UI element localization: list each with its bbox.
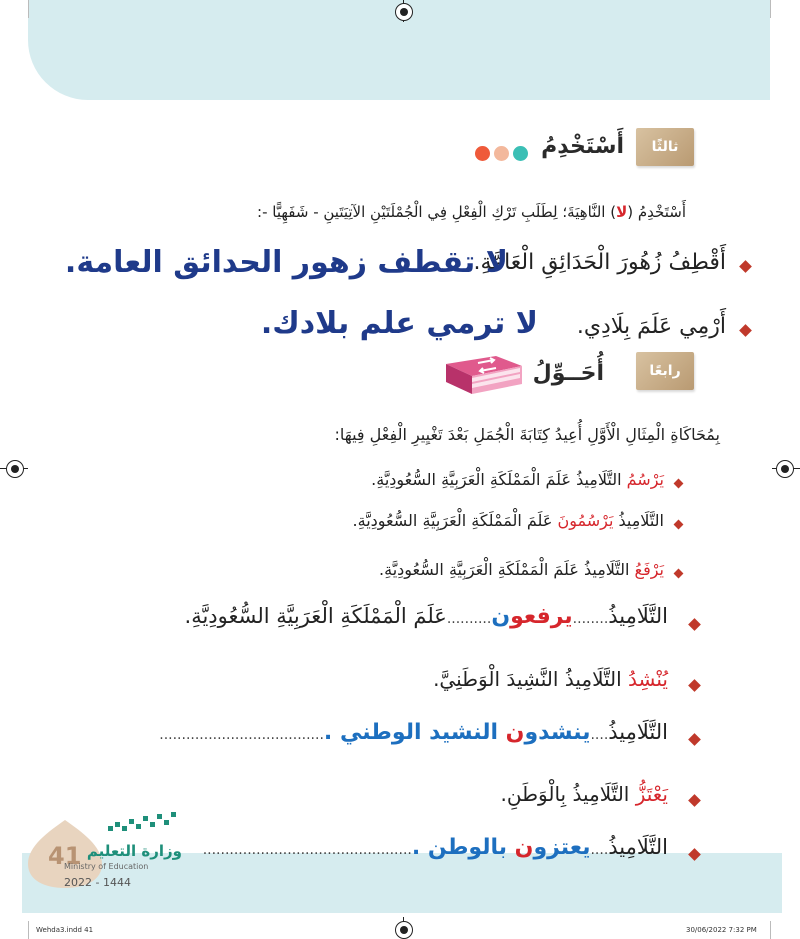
example-2-verb: يَرْسُمُونَ [557,511,614,530]
diamond-bullet-icon [674,520,684,530]
registration-mark-icon [6,460,24,478]
answer-2-line [159,720,668,745]
answer-1-line [185,604,668,629]
registration-mark-icon [395,921,413,939]
instruction-use-la [257,203,686,221]
example-2-pre: التَّلَامِيذُ [613,511,664,530]
diamond-bullet-icon [688,794,701,807]
book-icon [436,350,526,398]
question-1-answer: لا تقطف زهور الحدائق العامة. [64,245,508,280]
answer-2-dots-b: ..................................... [159,727,324,743]
answer-3-dots-a: .... [590,842,609,858]
la-word: لا [616,203,628,221]
trim-mark [770,0,771,18]
diamond-bullet-icon [739,260,752,273]
example-3 [379,560,664,579]
diamond-bullet-icon [688,679,701,692]
example-5-rest: التَّلَامِيذُ بِالْوَطَنِ. [500,782,636,806]
instruction-transform: بِمُحَاكَاةِ الْمِثَالِ الْأَوَّلِ أُعِيدُ كِتَابَةَ الْجُمَلِ بَعْدَ تَغْيِيرِ الْفِعْلِ فِيهَا: [334,425,720,444]
dot-orange [475,146,490,161]
answer-3-dots-b: ............................................... [202,842,412,858]
diamond-bullet-icon [674,569,684,579]
section-badge-fourth: رابعًا [636,352,694,390]
question-1-sentence: أَقْطِفُ زُهُورَ الْحَدَائِقِ الْعَامَّةِ. [473,250,726,275]
diamond-bullet-icon [674,479,684,489]
dot-teal [513,146,528,161]
answer-1-dots-a: ........ [572,611,609,627]
ministry-logo-icon [108,812,180,836]
answer-1-rest: عَلَمَ الْمَمْلَكَةِ الْعَرَبِيَّةِ السُّعُودِيَّةِ. [184,604,447,628]
answer-1-verb-red: يرفعو [510,604,573,629]
answer-3-verb-blue: يعتزو [533,835,591,860]
answer-3-rest-blue: بالوطن . [411,835,515,860]
example-4-rest: التَّلَامِيذُ النَّشِيدَ الْوَطَنِيَّ. [433,667,629,691]
question-2-sentence: أَرْمِي عَلَمَ بِلَادِي. [576,314,726,339]
diamond-bullet-icon [688,733,701,746]
answer-2-dots-a: .... [590,727,609,743]
answer-3-verb-red: ن [514,835,534,860]
instruction-text-before: أَسْتَخْدِمُ ( [627,203,686,221]
example-4-verb: يُنْشِدُ [628,667,668,691]
trim-mark [770,921,771,939]
example-1 [371,470,664,489]
instruction-text-after: ) النَّاهِيَةَ؛ لِطَلَبِ تَرْكِ الْفِعْلِ فِي الْجُمْلَتَيْنِ الآتِيَتَينِ - شَفَهِيًّا -: [257,203,617,221]
example-5 [501,782,668,806]
answer-1-pre: التَّلَامِيذُ [608,604,668,628]
ministry-english: Ministry of Education [64,862,149,871]
answer-2-pre: التَّلَامِيذُ [608,720,668,744]
answer-2-verb-red: ن [505,720,525,745]
answer-1-verb-blue: ن [491,604,511,629]
example-2 [353,511,664,530]
diamond-bullet-icon [688,618,701,631]
section-title-transform: أُحَــوِّلُ [532,361,604,386]
section-badge-third: ثالثًا [636,128,694,166]
example-2-rest: عَلَمَ الْمَمْلَكَةِ الْعَرَبِيَّةِ السُّعُودِيَّةِ. [352,511,558,530]
question-2-answer: لا ترمي علم بلادك. [260,306,538,341]
trim-mark [28,921,29,939]
diamond-bullet-icon [739,324,752,337]
example-1-verb: يَرْسُمُ [626,470,664,489]
section-title-use: أَسْتَخْدِمُ [541,134,624,159]
print-date: 30/06/2022 7:32 PM [686,926,757,934]
answer-3-line [203,835,668,860]
page-number: 41 [48,842,82,870]
example-3-verb: يَرْفَعُ [634,560,664,579]
answer-2-rest-blue: النشيد الوطني . [323,720,506,745]
registration-mark-icon [776,460,794,478]
example-4 [433,667,668,691]
answer-1-dots-b: .......... [446,611,492,627]
answer-3-pre: التَّلَامِيذُ [608,835,668,859]
color-dots [475,146,528,161]
registration-mark-icon [395,3,413,21]
trim-mark [28,0,29,18]
answer-2-verb-blue: ينشدو [524,720,591,745]
print-file-name: Wehda3.indd 41 [36,926,94,934]
example-1-rest: التَّلَامِيذُ عَلَمَ الْمَمْلَكَةِ الْعَرَبِيَّةِ السُّعُودِيَّةِ. [371,470,627,489]
example-3-rest: التَّلَامِيذُ عَلَمَ الْمَمْلَكَةِ الْعَرَبِيَّةِ السُّعُودِيَّةِ. [379,560,635,579]
ministry-name: وزارة التعليم [86,842,182,860]
example-5-verb: يَعْتَزُّ [635,782,668,806]
edition-years: 2022 - 1444 [64,876,131,889]
dot-peach [494,146,509,161]
